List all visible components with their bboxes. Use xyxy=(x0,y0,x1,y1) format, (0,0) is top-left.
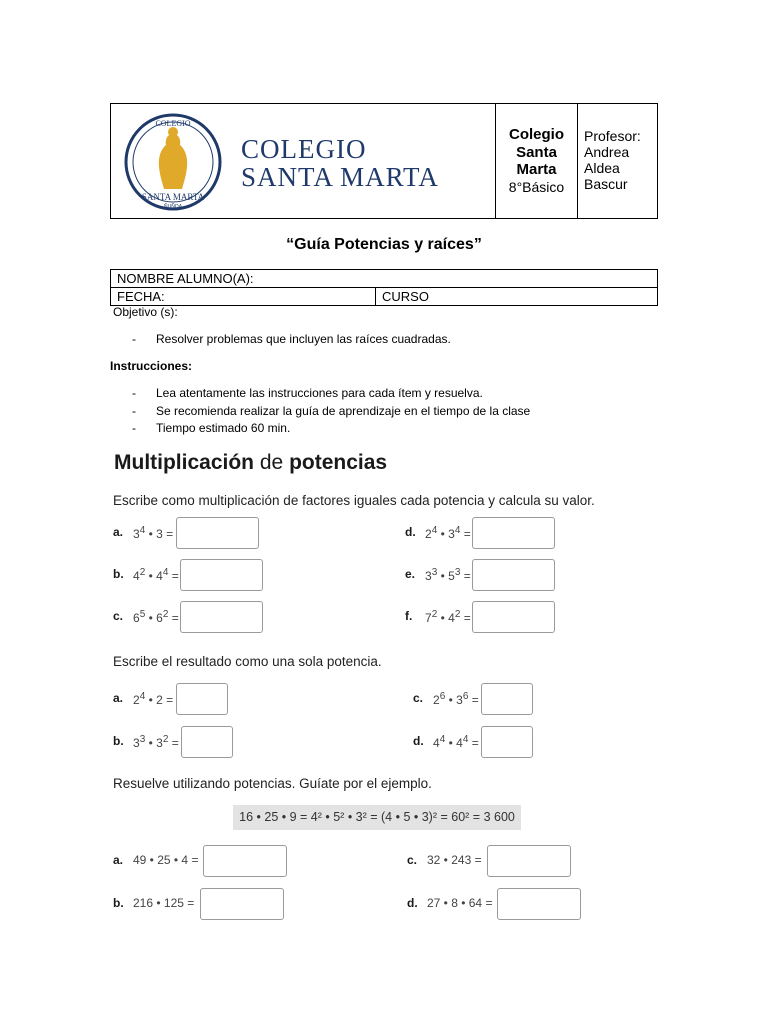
school-info-cell xyxy=(495,104,577,218)
exercise-letter: e. xyxy=(405,567,416,581)
exercise-expression: $3^4$ • 3 = xyxy=(133,525,174,541)
exercise-letter: c. xyxy=(113,609,124,623)
answer-box[interactable] xyxy=(176,683,228,715)
exercise-expression: 27 • 8 • 64 = xyxy=(427,896,493,910)
instruction-item: - Se recomienda realizar la guía de aprendizaje en el tiempo de la clase xyxy=(132,403,530,421)
teacher-name-3: Bascur xyxy=(584,176,628,192)
answer-box[interactable] xyxy=(472,559,555,591)
exercise-expression: $7^2$ • $4^2$ = xyxy=(425,609,471,625)
exercise-expression: 216 • 125 = xyxy=(133,896,195,910)
answer-box[interactable] xyxy=(487,845,571,877)
answer-box[interactable] xyxy=(481,683,533,715)
school-header xyxy=(110,103,658,219)
student-info-table xyxy=(110,269,658,306)
exercise-expression: $2^4$ • 2 = xyxy=(133,691,174,707)
exercise-expression: $3^3$ • $3^2$ = xyxy=(133,734,179,750)
answer-box[interactable] xyxy=(203,845,287,877)
exercise-letter: c. xyxy=(407,853,418,867)
answer-box[interactable] xyxy=(180,601,263,633)
exercise-expression: $3^3$ • $5^3$ = xyxy=(425,567,471,583)
answer-box[interactable] xyxy=(200,888,284,920)
name-label[interactable]: NOMBRE ALUMNO(A): xyxy=(117,271,254,286)
school-line-1: Colegio xyxy=(509,126,564,143)
exercise-letter: b. xyxy=(113,734,124,748)
section-title xyxy=(114,451,387,475)
seal-text-base: ÑUÑOA xyxy=(163,204,183,210)
date-label[interactable]: FECHA: xyxy=(117,289,165,304)
instructions-list xyxy=(132,385,530,438)
section-title-part3: potencias xyxy=(289,451,388,474)
teacher-label: Profesor: xyxy=(584,128,641,144)
seal-text-top: COLEGIO xyxy=(155,119,191,128)
name-row xyxy=(111,270,657,287)
answer-box[interactable] xyxy=(176,517,259,549)
answer-box[interactable] xyxy=(472,517,555,549)
logo-area xyxy=(111,104,495,218)
exercise-letter: d. xyxy=(405,525,416,539)
exercise-letter: a. xyxy=(113,691,124,705)
part3-instruction: Resuelve utilizando potencias. Guíate por el ejemplo. xyxy=(113,776,432,791)
objective-item: - Resolver problemas que incluyen las raíces cuadradas. xyxy=(132,331,451,349)
section-title-part2: de xyxy=(259,451,284,474)
exercise-letter: c. xyxy=(413,691,424,705)
exercise-letter: a. xyxy=(113,525,124,539)
objective-list xyxy=(132,331,451,349)
exercise-letter: f. xyxy=(405,609,413,623)
answer-box[interactable] xyxy=(180,559,263,591)
document-title: “Guía Potencias y raíces” xyxy=(286,236,482,253)
section-title-part1: Multiplicación xyxy=(114,451,255,474)
worked-example: 16 • 25 • 9 = 4² • 5² • 3² = (4 • 5 • 3)² = 60² = 3 600 xyxy=(233,805,521,830)
brand-line-1: COLEGIO xyxy=(241,134,367,164)
instructions-label: Instrucciones: xyxy=(110,359,193,373)
school-seal-icon xyxy=(123,112,223,212)
exercise-expression: $2^4$ • $3^4$ = xyxy=(425,525,471,541)
exercise-letter: b. xyxy=(113,896,124,910)
answer-box[interactable] xyxy=(497,888,581,920)
teacher-name-1: Andrea xyxy=(584,144,630,160)
answer-box[interactable] xyxy=(472,601,555,633)
exercise-letter: a. xyxy=(113,853,124,867)
exercise-expression: $4^4$ • $4^4$ = xyxy=(433,734,479,750)
exercise-expression: 32 • 243 = xyxy=(427,853,482,867)
part2-instruction: Escribe el resultado como una sola potencia. xyxy=(113,654,382,669)
exercise-expression: $4^2$ • $4^4$ = xyxy=(133,567,179,583)
instruction-item: - Lea atentamente las instrucciones para cada ítem y resuelva. xyxy=(132,385,530,403)
seal-text-bottom: SANTA MARTA xyxy=(141,192,205,202)
exercise-expression: $2^6$ • $3^6$ = xyxy=(433,691,479,707)
grade-label: 8°Básico xyxy=(508,178,565,195)
exercise-expression: 49 • 25 • 4 = xyxy=(133,853,199,867)
exercise-expression: $6^5$ • $6^2$ = xyxy=(133,609,179,625)
exercise-letter: d. xyxy=(413,734,424,748)
school-line-2: Santa xyxy=(516,143,557,161)
teacher-name-2: Aldea xyxy=(584,160,620,176)
instruction-item: - Tiempo estimado 60 min. xyxy=(132,420,530,438)
exercise-letter: b. xyxy=(113,567,124,581)
school-line-3: Marta xyxy=(516,161,557,178)
course-label[interactable]: CURSO xyxy=(375,288,652,305)
answer-box[interactable] xyxy=(481,726,533,758)
answer-box[interactable] xyxy=(181,726,233,758)
date-course-row xyxy=(111,287,657,305)
exercise-letter: d. xyxy=(407,896,418,910)
brand-line-2: SANTA MARTA xyxy=(241,162,439,192)
teacher-cell xyxy=(577,104,657,218)
objective-label: Objetivo (s): xyxy=(113,305,178,319)
part1-instruction: Escribe como multiplicación de factores iguales cada potencia y calcula su valor. xyxy=(113,493,595,508)
